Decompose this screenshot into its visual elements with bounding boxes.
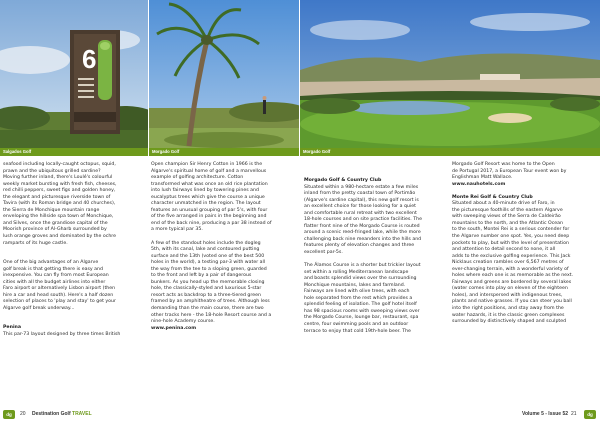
caption-morgado-golf-right: Morgado Golf <box>300 148 600 156</box>
col1-para-1: seafood including locally-caught octopus, squid, prawn and the ubiquitous grilled sardine? Moving further inland, there's Loulé's colourful weekly market bursting with fresh fish, cheeses, red chilli peppers, sweet figs and golden honey, the elegant and picturesque riverside town of Tavira (with its Roman bridge and 40 churches), the Sierra de Monchique mountain range enveloping the hillside spa town of Monchique, and Silves, once the grandiose capital of the Moorish province of Al-Gharb surrounded by lush orange groves and dominated by the ochre ramparts of its huge castle. <box>3 162 117 246</box>
text-column-1 <box>3 162 145 339</box>
left-page-number: 20 <box>20 411 26 417</box>
magazine-name: Destination Golf <box>32 411 71 417</box>
photo-morgado-palm <box>149 0 299 148</box>
caption-morgado-golf-middle: Morgado Golf <box>149 148 299 156</box>
nauhotels-website-link[interactable]: www.nauhotels.com <box>452 181 506 187</box>
col2-para-2: A few of the standout holes include the dogleg 5th, with its canal, lake and contoured putting surface and the 13th (voted one of the best 500 holes in the world), a testing par-3 with water all the way from the tee to a sloping green, guarded to the front and left by a pair of dangerous bunkers. As you head up the memorable closing hole, the classically-styled and luxurious 5-star resort acts as backdrop to a three-tiered green framed by an amphitheatre of trees. Although less demanding than the main course, there are two other tracks here - the 18-hole Resort course and a nine-hole Academy course. <box>151 240 272 325</box>
col2-para-1: Open champion Sir Henry Cotton in 1966 is the Algarve's spiritual home of golf and a marvellous example of golfing architecture. Cotton transformed what was once an old rice plantation into lush fairways lined by towering pines and eucalyptus trees which give the course a unique character unmatched in the region. The layout features an unusual grouping of par 5's, with four of the five arranged in pairs in the beginning and end of the back nine, producing a par 38 instead of a more typical par 35. <box>151 162 272 233</box>
sign-hole-number: 6 <box>82 44 97 74</box>
col1-para-2: One of the big advantages of an Algarve golf break is that getting there is easy and inexpensive. You can fly from most European cities with all the budget airlines into either Faro airport or alternatively Lisbon airport (then hire a car and head south). Here's a half dozen selection of places to 'play and stay' to get your Algarve golf break underway... <box>3 260 116 311</box>
col3-para-2: The Álamos Course is a shorter but trickier layout set within a rolling Mediterranean landscape and boasts splendid views over the surrounding Monchique mountains, lakes and farmland. Fairways are lined with olive trees, with each hole separated from the rest which provides a splendid feeling of isolation. The golf hotel itself has 98 spacious rooms with sweeping views over the Morgado Course, lounge bar, restaurant, spa centre, four swimming pools and an outdoor terrace to enjoy that cold 19th-hole beer. The <box>304 263 421 334</box>
photo-salgados-golf <box>0 0 148 148</box>
text-column-4 <box>452 162 598 326</box>
volume-issue: Volume 5 - Issue 52 <box>522 411 569 417</box>
text-column-2 <box>151 162 297 332</box>
col4-para-1: Morgado Golf Resort was home to the Open de Portugal 2017, a European Tour event won by Englishman Matt Wallace. <box>452 162 567 181</box>
left-dg-logo: dg <box>3 410 15 419</box>
section-heading-morgado: Morgado Golf & Country Club <box>304 178 382 183</box>
col1-para-3: This par-73 layout designed by three times British <box>3 332 121 338</box>
magazine-title <box>32 411 92 417</box>
section-heading-monte-rei: Monte Rei Golf & Country Club <box>452 194 533 200</box>
text-column-3 <box>304 178 448 335</box>
penina-website-link[interactable]: www.penina.com <box>151 325 197 331</box>
col4-para-2: Situated about a 40-minute drive of Faro, in the picturesque foothills of the eastern Algarve with sweeping views of the Serra de Caldeirão mountains to the north, and the Atlantic Ocean to the south, Montei Rei is a serious contender for the Algarve number one spot. Yes, you need deep pockets to play, but with the level of presentation and attention to detail second to none, it all adds to the exclusive golfing experience. This Jack Nicklaus creation rambles over 6,567 metres of ever-changing terrain, with a wonderful variety of holes where each one is as memorable as the next. Fairways and greens are bordered by several lakes (water comes into play on eleven of the eighteen holes), and interspersed with indigenous trees, plants and native grasses. If you can steer you ball into the right positions, and stay away from the water hazards, it is the classic green complexes surrounded by distinctively shaped and sculpted <box>452 201 574 325</box>
right-page-number: 21 <box>571 411 577 417</box>
right-dg-logo: dg <box>584 410 596 419</box>
photo-morgado-course <box>300 0 600 148</box>
col3-para-1: Situated within a 980-hectare estate a few miles inland from the pretty coastal town of Portimão (Algarve's sardine capital), this new golf resort is an excellent choice for those looking for a quiet and comfortable rural retreat with two excellent 18-hole courses and on site practice facilities. The flatter front nine of the Morgado Course is routed around a scenic reed-fringed lake, while the more challenging back nine meanders into the hills and features plenty of elevation changes and three excellent par-5s. <box>304 184 422 256</box>
caption-salgados-golf: Salgados Golf <box>0 148 148 156</box>
magazine-suffix: TRAVEL <box>72 411 92 417</box>
section-heading-penina: Penina <box>3 325 22 331</box>
